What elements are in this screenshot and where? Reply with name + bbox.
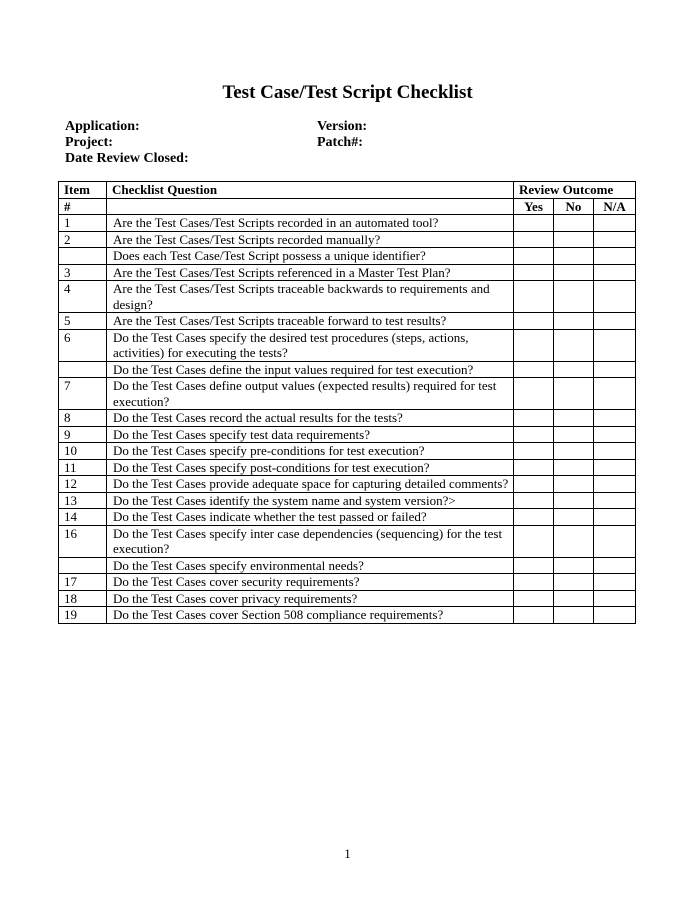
checklist-question: Do the Test Cases specify pre-conditions for test execution? (107, 443, 514, 460)
item-number: 9 (59, 426, 107, 443)
outcome-na-cell[interactable] (594, 378, 636, 410)
table-subheader-row (59, 198, 636, 215)
outcome-yes-cell[interactable] (514, 264, 554, 281)
checklist-question: Do the Test Cases indicate whether the test passed or failed? (107, 509, 514, 526)
outcome-yes-cell[interactable] (514, 248, 554, 265)
outcome-no-cell[interactable] (554, 557, 594, 574)
table-row (59, 378, 636, 410)
item-number: 12 (59, 476, 107, 493)
item-number: 18 (59, 590, 107, 607)
outcome-na-cell[interactable] (594, 509, 636, 526)
table-row (59, 557, 636, 574)
outcome-yes-cell[interactable] (514, 525, 554, 557)
outcome-yes-cell[interactable] (514, 557, 554, 574)
outcome-yes-cell[interactable] (514, 281, 554, 313)
outcome-no-cell[interactable] (554, 525, 594, 557)
outcome-yes-cell[interactable] (514, 215, 554, 232)
outcome-na-cell[interactable] (594, 443, 636, 460)
item-number: 16 (59, 525, 107, 557)
table-row (59, 329, 636, 361)
outcome-na-cell[interactable] (594, 492, 636, 509)
outcome-yes-cell[interactable] (514, 231, 554, 248)
outcome-na-cell[interactable] (594, 557, 636, 574)
table-row (59, 361, 636, 378)
header-checklist-question: Checklist Question (107, 182, 514, 199)
outcome-na-cell[interactable] (594, 476, 636, 493)
checklist-question: Are the Test Cases/Test Scripts traceable backwards to requirements and design? (107, 281, 514, 313)
outcome-na-cell[interactable] (594, 281, 636, 313)
table-row (59, 215, 636, 232)
table-row (59, 525, 636, 557)
outcome-no-cell[interactable] (554, 313, 594, 330)
outcome-yes-cell[interactable] (514, 361, 554, 378)
header-question-blank (107, 198, 514, 215)
outcome-na-cell[interactable] (594, 329, 636, 361)
outcome-no-cell[interactable] (554, 378, 594, 410)
outcome-yes-cell[interactable] (514, 590, 554, 607)
table-row (59, 264, 636, 281)
outcome-na-cell[interactable] (594, 231, 636, 248)
outcome-no-cell[interactable] (554, 459, 594, 476)
outcome-yes-cell[interactable] (514, 509, 554, 526)
project-label: Project: (65, 135, 113, 150)
checklist-question: Do the Test Cases specify inter case dependencies (sequencing) for the test execution? (107, 525, 514, 557)
outcome-na-cell[interactable] (594, 410, 636, 427)
outcome-no-cell[interactable] (554, 492, 594, 509)
header-no: No (554, 198, 594, 215)
page-title: Test Case/Test Script Checklist (222, 82, 473, 103)
outcome-na-cell[interactable] (594, 264, 636, 281)
outcome-na-cell[interactable] (594, 215, 636, 232)
header-item-number: # (59, 198, 107, 215)
outcome-yes-cell[interactable] (514, 492, 554, 509)
table-row (59, 443, 636, 460)
item-number: 14 (59, 509, 107, 526)
patch-label: Patch#: (317, 135, 363, 150)
outcome-na-cell[interactable] (594, 574, 636, 591)
outcome-no-cell[interactable] (554, 264, 594, 281)
outcome-yes-cell[interactable] (514, 476, 554, 493)
checklist-question: Do the Test Cases define output values (expected results) required for test execution? (107, 378, 514, 410)
table-row (59, 426, 636, 443)
application-label: Application: (65, 119, 140, 134)
outcome-yes-cell[interactable] (514, 410, 554, 427)
outcome-na-cell[interactable] (594, 426, 636, 443)
table-row (59, 313, 636, 330)
checklist-question: Do the Test Cases identify the system name and system version?> (107, 492, 514, 509)
page-number: 1 (344, 846, 351, 861)
checklist-question: Are the Test Cases/Test Scripts traceable forward to test results? (107, 313, 514, 330)
header-item: Item (59, 182, 107, 199)
outcome-yes-cell[interactable] (514, 378, 554, 410)
outcome-yes-cell[interactable] (514, 459, 554, 476)
outcome-na-cell[interactable] (594, 313, 636, 330)
checklist-question: Are the Test Cases/Test Scripts recorded manually? (107, 231, 514, 248)
outcome-yes-cell[interactable] (514, 607, 554, 624)
table-row (59, 590, 636, 607)
outcome-no-cell[interactable] (554, 607, 594, 624)
table-row (59, 476, 636, 493)
checklist-question: Do the Test Cases specify the desired test procedures (steps, actions, activities) for executing the tests? (107, 329, 514, 361)
outcome-na-cell[interactable] (594, 248, 636, 265)
item-number: 7 (59, 378, 107, 410)
checklist-question: Do the Test Cases specify post-conditions for test execution? (107, 459, 514, 476)
header-yes: Yes (514, 198, 554, 215)
outcome-na-cell[interactable] (594, 459, 636, 476)
table-row (59, 459, 636, 476)
item-number: 8 (59, 410, 107, 427)
item-number: 2 (59, 231, 107, 248)
item-number (59, 361, 107, 378)
checklist-question: Do the Test Cases define the input values required for test execution? (107, 361, 514, 378)
outcome-yes-cell[interactable] (514, 443, 554, 460)
checklist-question: Do the Test Cases cover privacy requirements? (107, 590, 514, 607)
outcome-no-cell[interactable] (554, 574, 594, 591)
outcome-yes-cell[interactable] (514, 329, 554, 361)
checklist-question: Do the Test Cases record the actual results for the tests? (107, 410, 514, 427)
outcome-no-cell[interactable] (554, 476, 594, 493)
item-number: 19 (59, 607, 107, 624)
table-row (59, 281, 636, 313)
item-number: 1 (59, 215, 107, 232)
table-row (59, 509, 636, 526)
checklist-question: Do the Test Cases specify test data requirements? (107, 426, 514, 443)
outcome-yes-cell[interactable] (514, 574, 554, 591)
item-number: 13 (59, 492, 107, 509)
outcome-na-cell[interactable] (594, 525, 636, 557)
checklist-question: Does each Test Case/Test Script possess a unique identifier? (107, 248, 514, 265)
table-row (59, 607, 636, 624)
outcome-no-cell[interactable] (554, 426, 594, 443)
outcome-na-cell[interactable] (594, 361, 636, 378)
item-number: 4 (59, 281, 107, 313)
date-review-closed-label: Date Review Closed: (65, 151, 189, 166)
item-number: 6 (59, 329, 107, 361)
header-na: N/A (594, 198, 636, 215)
table-row (59, 410, 636, 427)
table-row (59, 231, 636, 248)
outcome-no-cell[interactable] (554, 590, 594, 607)
outcome-na-cell[interactable] (594, 590, 636, 607)
table-row (59, 574, 636, 591)
checklist-table (58, 181, 636, 624)
outcome-no-cell[interactable] (554, 410, 594, 427)
item-number: 17 (59, 574, 107, 591)
outcome-no-cell[interactable] (554, 281, 594, 313)
outcome-no-cell[interactable] (554, 231, 594, 248)
item-number: 5 (59, 313, 107, 330)
item-number: 11 (59, 459, 107, 476)
header-review-outcome: Review Outcome (514, 182, 636, 199)
item-number (59, 557, 107, 574)
checklist-question: Are the Test Cases/Test Scripts recorded in an automated tool? (107, 215, 514, 232)
version-label: Version: (317, 119, 368, 134)
outcome-no-cell[interactable] (554, 361, 594, 378)
outcome-no-cell[interactable] (554, 329, 594, 361)
outcome-yes-cell[interactable] (514, 426, 554, 443)
outcome-no-cell[interactable] (554, 443, 594, 460)
outcome-no-cell[interactable] (554, 248, 594, 265)
checklist-question: Do the Test Cases cover security requirements? (107, 574, 514, 591)
checklist-question: Do the Test Cases cover Section 508 compliance requirements? (107, 607, 514, 624)
table-header-row (59, 182, 636, 199)
item-number: 10 (59, 443, 107, 460)
outcome-no-cell[interactable] (554, 215, 594, 232)
outcome-na-cell[interactable] (594, 607, 636, 624)
checklist-question: Do the Test Cases provide adequate space for capturing detailed comments? (107, 476, 514, 493)
checklist-question: Do the Test Cases specify environmental needs? (107, 557, 514, 574)
table-row (59, 492, 636, 509)
outcome-yes-cell[interactable] (514, 313, 554, 330)
item-number (59, 248, 107, 265)
item-number: 3 (59, 264, 107, 281)
table-row (59, 248, 636, 265)
outcome-no-cell[interactable] (554, 509, 594, 526)
checklist-question: Are the Test Cases/Test Scripts referenced in a Master Test Plan? (107, 264, 514, 281)
